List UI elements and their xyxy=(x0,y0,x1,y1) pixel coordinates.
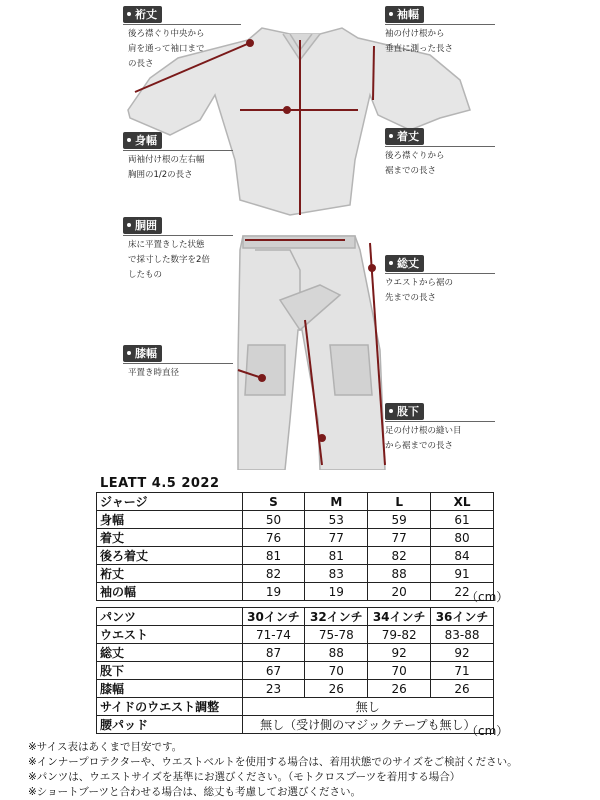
label-matashita xyxy=(385,403,424,420)
desc-kitake: 後ろ襟ぐりから 裾までの長さ xyxy=(385,151,445,176)
header-cell: ジャージ xyxy=(97,493,243,511)
table-cell: 77 xyxy=(368,529,431,547)
table-row xyxy=(97,547,494,565)
table-cell: 88 xyxy=(368,565,431,583)
row-label: 着丈 xyxy=(97,529,243,547)
desc-hizahaba: 平置き時直径 xyxy=(128,368,180,378)
tag-mihaba: 身幅 xyxy=(123,132,162,149)
desc-soutake: ウエストから裾の 先までの長さ xyxy=(385,278,454,303)
header-cell: L xyxy=(368,493,431,511)
table-cell: 79-82 xyxy=(368,626,431,644)
header-cell: 32インチ xyxy=(305,608,368,626)
table-row xyxy=(97,565,494,583)
table-cell: 75-78 xyxy=(305,626,368,644)
divider xyxy=(385,24,495,25)
row-label: 身幅 xyxy=(97,511,243,529)
size-notes xyxy=(28,740,518,800)
table-row xyxy=(97,511,494,529)
table-cell: 92 xyxy=(368,644,431,662)
table-cell: 82 xyxy=(368,547,431,565)
note-line: ※サイス表はあくまで目安です。 xyxy=(28,741,183,753)
desc-matashita: 足の付け根の縫い目 から裾までの長さ xyxy=(385,426,462,451)
row-label: 総丈 xyxy=(97,644,243,662)
note-line: ※ショートブーツと合わせる場合は、総丈も考慮してお選びください。 xyxy=(28,786,362,798)
row-label: サイドのウエスト調整 xyxy=(97,698,243,716)
table-cell: 23 xyxy=(242,680,305,698)
table-row xyxy=(97,626,494,644)
label-kitake xyxy=(385,128,424,145)
product-title: LEATT 4.5 2022 xyxy=(100,476,220,491)
table-cell: 67 xyxy=(242,662,305,680)
table-cell: 83 xyxy=(305,565,368,583)
table-cell: 87 xyxy=(242,644,305,662)
tag-matashita: 股下 xyxy=(385,403,424,420)
row-label: 膝幅 xyxy=(97,680,243,698)
table-cell: 88 xyxy=(305,644,368,662)
table-cell: 71-74 xyxy=(242,626,305,644)
divider xyxy=(123,363,233,364)
table-cell: 70 xyxy=(368,662,431,680)
table-cell: 71 xyxy=(431,662,494,680)
label-hizahaba xyxy=(123,345,162,362)
table-header-row xyxy=(97,493,494,511)
table-cell: 82 xyxy=(242,565,305,583)
row-label: 後ろ着丈 xyxy=(97,547,243,565)
header-cell: 34インチ xyxy=(368,608,431,626)
label-yukitake xyxy=(123,6,162,23)
table-cell: 92 xyxy=(431,644,494,662)
row-label: 腰パッド xyxy=(97,716,243,734)
unit-label-jersey: （cm） xyxy=(466,590,509,604)
desc-mihaba: 両袖付け根の左右幅 胸囲の1/2の長さ xyxy=(128,155,205,180)
table-cell: 19 xyxy=(305,583,368,601)
row-label: 股下 xyxy=(97,662,243,680)
table-row xyxy=(97,680,494,698)
table-cell: 83-88 xyxy=(431,626,494,644)
table-cell: 76 xyxy=(242,529,305,547)
pants-size-table xyxy=(96,607,494,734)
divider xyxy=(385,273,495,274)
header-cell: M xyxy=(305,493,368,511)
desc-sodehaba: 袖の付け根から 垂直に測った長さ xyxy=(385,29,454,54)
table-cell: 91 xyxy=(431,565,494,583)
table-cell: 84 xyxy=(431,547,494,565)
divider xyxy=(123,235,233,236)
table-cell: 77 xyxy=(305,529,368,547)
table-cell: 80 xyxy=(431,529,494,547)
table-cell: 26 xyxy=(305,680,368,698)
header-cell: XL xyxy=(431,493,494,511)
row-label: ウエスト xyxy=(97,626,243,644)
label-sodehaba xyxy=(385,6,424,23)
label-mihaba xyxy=(123,132,162,149)
tag-sodehaba: 袖幅 xyxy=(385,6,424,23)
table-row xyxy=(97,662,494,680)
table-cell: 20 xyxy=(368,583,431,601)
table-row xyxy=(97,529,494,547)
table-cell: 22 xyxy=(431,583,494,601)
table-cell: 61 xyxy=(431,511,494,529)
divider xyxy=(123,24,241,25)
table-cell: 26 xyxy=(431,680,494,698)
unit-label-pants: （cm） xyxy=(466,724,509,738)
divider xyxy=(385,421,495,422)
label-soutake xyxy=(385,255,424,272)
desc-doui: 床に平置きした状態 で採寸した数字を2倍 したもの xyxy=(128,240,210,280)
row-label: 裄丈 xyxy=(97,565,243,583)
desc-yukitake: 後ろ襟ぐり中央から 肩を通って袖口まで の長さ xyxy=(128,29,205,69)
table-cell: 無し（受け側のマジックテープも無し） xyxy=(242,716,493,734)
table-row xyxy=(97,698,494,716)
row-label: 袖の幅 xyxy=(97,583,243,601)
table-cell: 70 xyxy=(305,662,368,680)
tag-kitake: 着丈 xyxy=(385,128,424,145)
table-cell: 81 xyxy=(305,547,368,565)
note-line: ※パンツは、ウエストサイズを基準にお選びください。（モトクロスブーツを着用する場合） xyxy=(28,771,461,783)
tag-doui: 胴囲 xyxy=(123,217,162,234)
table-row xyxy=(97,716,494,734)
table-cell: 81 xyxy=(242,547,305,565)
table-header-row xyxy=(97,608,494,626)
divider xyxy=(385,146,495,147)
header-cell: 36インチ xyxy=(431,608,494,626)
table-cell: 無し xyxy=(242,698,493,716)
table-row xyxy=(97,644,494,662)
tag-hizahaba: 膝幅 xyxy=(123,345,162,362)
table-row xyxy=(97,583,494,601)
note-line: ※インナープロテクターや、ウエストベルトを使用する場合は、着用状態でのサイズをご検討ください。 xyxy=(28,756,518,768)
tag-yukitake: 裄丈 xyxy=(123,6,162,23)
divider xyxy=(123,150,233,151)
label-doui xyxy=(123,217,162,234)
header-cell: パンツ xyxy=(97,608,243,626)
table-cell: 26 xyxy=(368,680,431,698)
table-cell: 59 xyxy=(368,511,431,529)
jersey-size-table xyxy=(96,492,494,601)
header-cell: 30インチ xyxy=(242,608,305,626)
table-cell: 50 xyxy=(242,511,305,529)
header-cell: S xyxy=(242,493,305,511)
tag-soutake: 総丈 xyxy=(385,255,424,272)
table-cell: 53 xyxy=(305,511,368,529)
table-cell: 19 xyxy=(242,583,305,601)
